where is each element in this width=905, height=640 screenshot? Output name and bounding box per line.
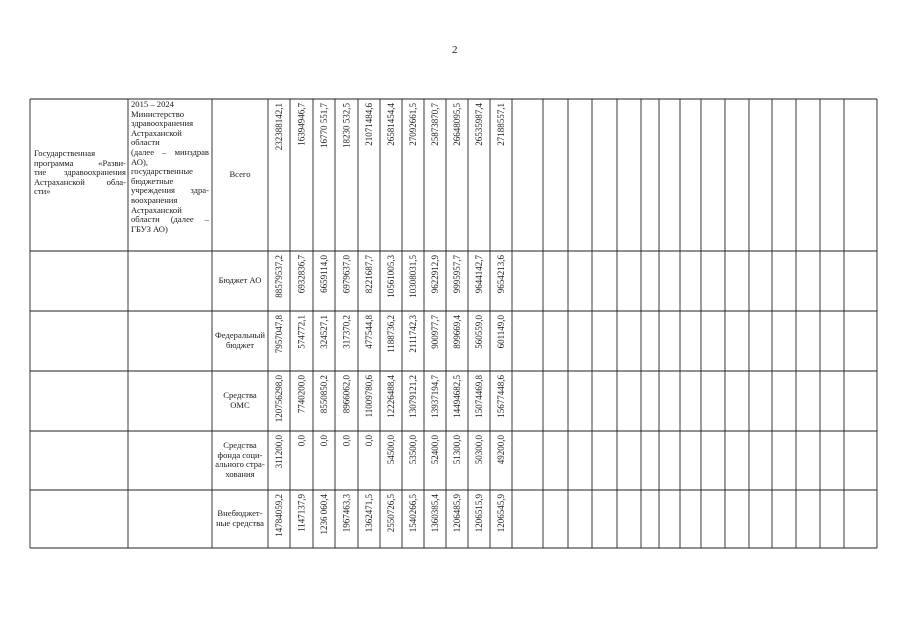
funding-source-line: Средства <box>223 440 257 451</box>
value-cell: 9622912,9 <box>430 255 440 294</box>
value-cell: 25873870,7 <box>430 103 440 146</box>
funding-source-line: ОМС <box>230 399 250 410</box>
value-cell: 6659114,0 <box>319 255 329 293</box>
responsible-line: области <box>131 137 160 148</box>
value-cell: 2111742,3 <box>408 315 418 353</box>
value-cell: 1362471,5 <box>364 494 374 533</box>
value-cell: 1206545,9 <box>496 494 506 533</box>
value-cell: 18230 532,5 <box>341 103 352 148</box>
responsible-line: (далее – минздрав <box>131 146 209 157</box>
value-cell: 27188557,1 <box>496 103 506 146</box>
responsible-line: Астраханской <box>131 204 182 215</box>
value-cell: 52400,0 <box>430 435 440 465</box>
value-cell: 601149,0 <box>496 315 506 349</box>
responsible-line: воохранения <box>131 194 178 205</box>
value-cell: 10308031,5 <box>408 255 418 298</box>
funding-source-label <box>214 276 266 286</box>
program-line: Астраханской обла- <box>34 176 126 187</box>
value-cell: 16394946,7 <box>296 103 307 146</box>
value-cell: 21071484,6 <box>364 103 374 146</box>
responsible-line: учреждения здра- <box>131 185 209 196</box>
value-cell: 8550850,2 <box>319 375 329 414</box>
value-cell: 1147137,9 <box>296 494 307 532</box>
value-cell: 1236 060,4 <box>319 494 329 535</box>
responsible-line: Министерство <box>131 108 184 119</box>
funding-source-line: фонда соци- <box>217 449 263 460</box>
value-cell: 317370,2 <box>341 315 352 349</box>
funding-source-line: хования <box>225 469 255 480</box>
value-cell: 0,0 <box>341 435 352 447</box>
value-cell: 26648095,5 <box>452 103 462 146</box>
value-cell: 899669,4 <box>452 315 462 349</box>
program-line: сти» <box>34 186 51 197</box>
responsible-line: бюджетные <box>131 175 174 186</box>
responsible-line: здравоохранения <box>131 118 194 129</box>
funding-source-line: ального стра- <box>215 459 265 470</box>
funding-source-line: Федеральный <box>214 330 266 341</box>
responsible-line: государственные <box>131 166 193 177</box>
value-cell: 8221687,7 <box>364 255 374 294</box>
value-cell: 0,0 <box>364 435 374 447</box>
value-cell: 51300,0 <box>452 435 462 465</box>
value-cell: 16770 551,7 <box>319 103 329 148</box>
funding-source-line: Внебюджет- <box>217 508 263 519</box>
value-cell: 6932836,7 <box>296 255 307 294</box>
value-cell: 1188736,2 <box>386 315 396 353</box>
value-cell: 1967463,3 <box>341 494 352 533</box>
funding-source-label <box>214 331 266 350</box>
value-cell: 13937194,7 <box>430 375 440 418</box>
value-cell: 1540266,5 <box>408 494 418 533</box>
value-cell: 7740200,0 <box>296 375 307 414</box>
value-cell: 50300,0 <box>474 435 484 465</box>
value-cell: 900977,7 <box>430 315 440 349</box>
value-cell: 27092661,5 <box>408 103 418 146</box>
program-line: программа «Разви- <box>34 157 126 168</box>
value-cell: 120756298,0 <box>274 375 284 423</box>
value-cell: 1206485,9 <box>452 494 462 533</box>
program-line: тие здравоохранения <box>34 167 126 178</box>
value-cell: 10561005,3 <box>386 255 396 298</box>
value-cell: 0,0 <box>319 435 329 447</box>
funding-source-line: бюджет <box>225 339 255 350</box>
funding-source-line: ные средства <box>216 517 264 528</box>
value-cell: 26581454,4 <box>386 103 396 146</box>
responsible-line: Астраханской <box>131 127 182 138</box>
value-cell: 9995957,7 <box>452 255 462 294</box>
funding-source-label <box>214 391 266 410</box>
responsible-line: 2015 – 2024 <box>131 99 174 109</box>
program-line: Государственная <box>34 148 96 158</box>
value-cell: 560559,0 <box>474 315 484 349</box>
value-cell: 311200,0 <box>274 435 284 469</box>
value-cell: 26535987,4 <box>474 103 484 146</box>
value-cell: 88579537,2 <box>274 255 284 298</box>
value-cell: 2550726,5 <box>386 494 396 533</box>
funding-source-label <box>214 509 266 528</box>
value-cell: 14784059,2 <box>274 494 284 537</box>
value-cell: 9654213,6 <box>496 255 506 294</box>
value-cell: 8966062,0 <box>341 375 352 414</box>
value-cell: 1360385,4 <box>430 494 440 533</box>
value-cell: 53500,0 <box>408 435 418 465</box>
responsible-line: АО), <box>131 156 148 167</box>
funding-source-line: Средства <box>223 390 257 401</box>
responsible-executor <box>131 100 209 234</box>
funding-source-line: Всего <box>229 169 251 180</box>
value-cell: 15677448,6 <box>496 375 506 418</box>
value-cell: 324527,1 <box>319 315 329 349</box>
value-cell: 6979637,0 <box>341 255 352 294</box>
funding-source-line: Бюджет АО <box>218 275 262 286</box>
funding-source-label <box>214 170 266 180</box>
value-cell: 54500,0 <box>386 435 396 465</box>
value-cell: 12226488,4 <box>386 375 396 418</box>
responsible-line: ГБУЗ АО) <box>131 223 168 234</box>
value-cell: 232388142,1 <box>274 103 284 151</box>
value-cell: 14494682,5 <box>452 375 462 418</box>
value-cell: 11009780,6 <box>364 375 374 418</box>
responsible-line: области (далее – <box>131 214 209 225</box>
value-cell: 15074469,8 <box>474 375 484 418</box>
page-number: 2 <box>452 44 458 56</box>
program-name <box>34 149 126 197</box>
funding-source-label <box>214 441 266 479</box>
value-cell: 477544,8 <box>364 315 374 349</box>
value-cell: 7957047,8 <box>274 315 284 354</box>
value-cell: 9644142,7 <box>474 255 484 294</box>
value-cell: 13079121,2 <box>408 375 418 418</box>
value-cell: 574772,1 <box>296 315 307 349</box>
value-cell: 1206515,9 <box>474 494 484 533</box>
value-cell: 0,0 <box>296 435 307 447</box>
value-cell: 49200,0 <box>496 435 506 465</box>
